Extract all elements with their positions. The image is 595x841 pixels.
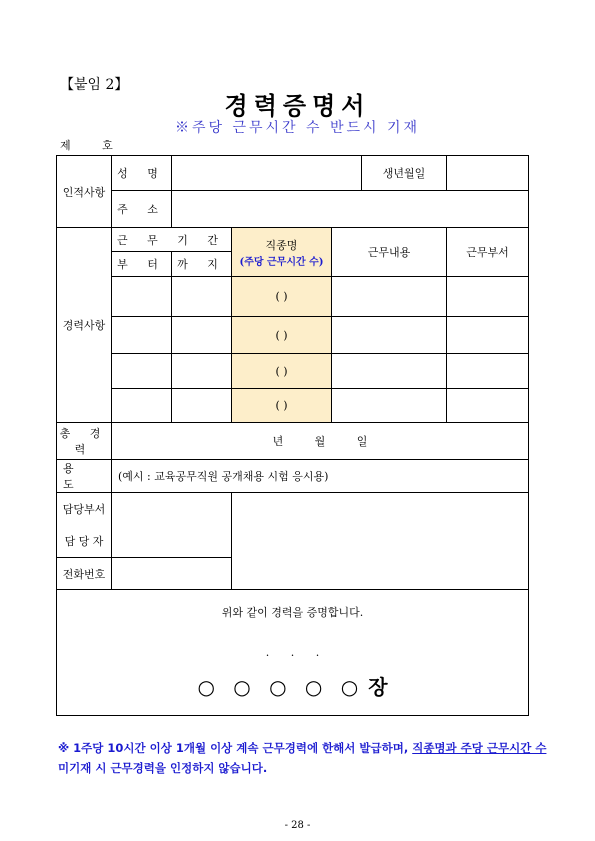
hours-cell[interactable]: ( ) <box>232 277 332 317</box>
contact-person-field[interactable] <box>112 493 232 558</box>
certificate-number-label: 제 호 <box>60 139 127 152</box>
from-label: 부 터 <box>112 252 172 277</box>
from-cell[interactable] <box>112 389 172 423</box>
job-label: 직종명 <box>265 238 298 252</box>
address-label: 주 소 <box>112 191 172 228</box>
birth-label: 생년월일 <box>362 156 447 191</box>
content-cell[interactable] <box>332 317 447 354</box>
purpose-label: 용 도 <box>57 460 112 493</box>
footnote <box>58 738 548 778</box>
contact-blank-area <box>232 493 529 590</box>
address-field[interactable] <box>172 191 529 228</box>
hours-cell[interactable]: ( ) <box>232 354 332 389</box>
contact-phone-label: 전화번호 <box>57 558 112 590</box>
to-cell[interactable] <box>172 354 232 389</box>
from-cell[interactable] <box>112 354 172 389</box>
issuer-name-placeholder: ○ ○ ○ ○ ○ <box>197 675 365 699</box>
page-number: - 28 - <box>284 820 311 831</box>
contact-dept-label: 담당부서 <box>57 493 112 525</box>
contact-phone-field[interactable] <box>112 558 232 590</box>
issuer-title: 장 <box>368 675 388 699</box>
career-section-label: 경력사항 <box>57 228 112 423</box>
to-cell[interactable] <box>172 317 232 354</box>
content-cell[interactable] <box>332 354 447 389</box>
from-cell[interactable] <box>112 277 172 317</box>
to-label: 까 지 <box>172 252 232 277</box>
purpose-field[interactable]: (예시 : 교육공무직원 공개채용 시험 응시용) <box>112 460 529 493</box>
certification-area <box>57 590 529 716</box>
footnote-part1: ※ 1주당 10시간 이상 1개월 이상 계속 근무경력에 한해서 발급하며, <box>58 741 413 755</box>
content-header: 근무내용 <box>332 228 447 277</box>
dept-cell[interactable] <box>447 277 529 317</box>
to-cell[interactable] <box>172 389 232 423</box>
name-field[interactable] <box>172 156 362 191</box>
document-title: 경력증명서 <box>224 91 371 120</box>
personal-section-label: 인적사항 <box>57 156 112 228</box>
birth-field[interactable] <box>447 156 529 191</box>
total-career-field[interactable]: 년 월 일 <box>112 423 529 460</box>
issuer-line <box>57 671 528 700</box>
job-hours-label: (주당 근무시간 수) <box>239 256 324 268</box>
to-cell[interactable] <box>172 277 232 317</box>
issue-date: . . . <box>265 646 320 659</box>
period-label: 근 무 기 간 <box>112 228 232 252</box>
contact-person-label: 담 당 자 <box>57 525 112 558</box>
hours-cell[interactable]: ( ) <box>232 317 332 354</box>
footnote-part2: 미기재 시 근무경력을 인정하지 않습니다. <box>58 761 268 775</box>
dept-cell[interactable] <box>447 317 529 354</box>
dept-cell[interactable] <box>447 354 529 389</box>
job-header <box>232 228 332 277</box>
hours-cell[interactable]: ( ) <box>232 389 332 423</box>
content-cell[interactable] <box>332 389 447 423</box>
document-subtitle: ※주당 근무시간 수 반드시 기재 <box>174 120 421 136</box>
from-cell[interactable] <box>112 317 172 354</box>
attachment-label: 【붙임 2】 <box>60 77 129 93</box>
career-certificate-form <box>56 155 529 716</box>
total-career-label: 총 경 력 <box>57 423 112 460</box>
footnote-underlined: 직종명과 주당 근무시간 수 <box>412 741 547 755</box>
certify-text: 위와 같이 경력을 증명합니다. <box>221 606 364 619</box>
dept-cell[interactable] <box>447 389 529 423</box>
name-label: 성 명 <box>112 156 172 191</box>
dept-header: 근무부서 <box>447 228 529 277</box>
content-cell[interactable] <box>332 277 447 317</box>
